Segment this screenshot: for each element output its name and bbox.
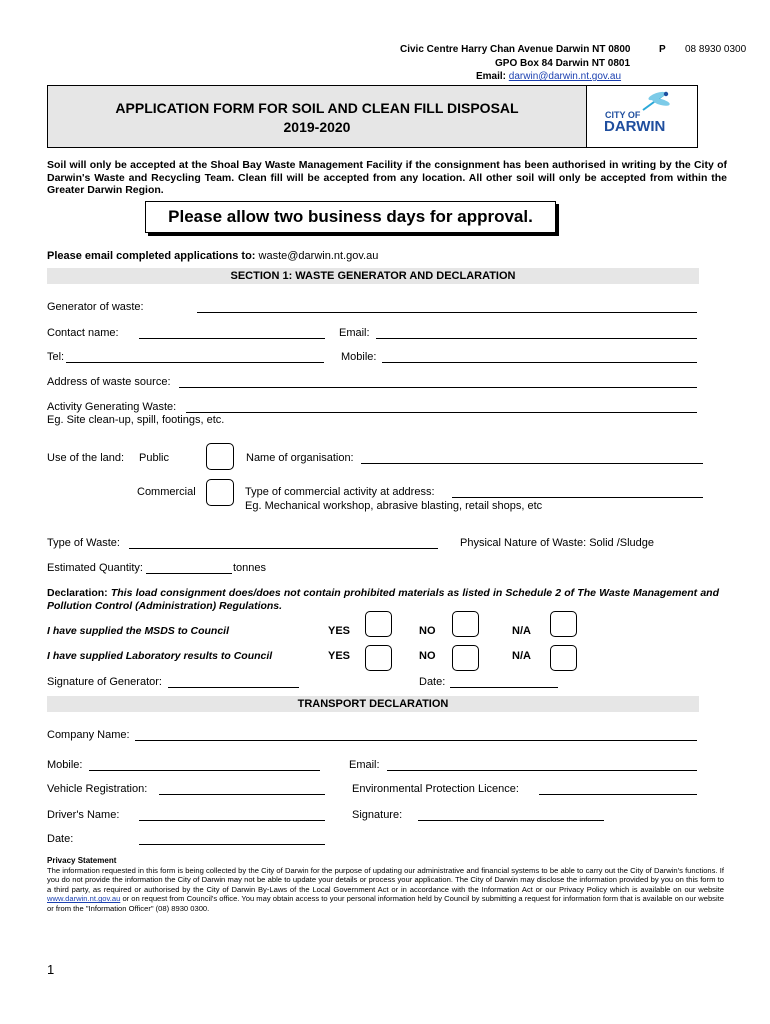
t-signature-field[interactable] bbox=[418, 820, 604, 821]
org-name-field[interactable] bbox=[361, 463, 703, 464]
transport-heading: TRANSPORT DECLARATION bbox=[47, 696, 699, 712]
type-of-waste-label: Type of Waste: bbox=[47, 537, 120, 549]
lab-yes-checkbox[interactable] bbox=[365, 645, 392, 671]
s1-mobile-field[interactable] bbox=[382, 362, 697, 363]
lab-label: I have supplied Laboratory results to Council bbox=[47, 650, 273, 662]
activity-field[interactable] bbox=[186, 412, 697, 413]
section1-heading: SECTION 1: WASTE GENERATOR AND DECLARATION bbox=[47, 268, 699, 284]
commercial-checkbox[interactable] bbox=[206, 479, 234, 506]
commercial-example: Eg. Mechanical workshop, abrasive blasting, retail shops, etc bbox=[245, 500, 543, 512]
tel-label: Tel: bbox=[47, 351, 65, 363]
public-label: Public bbox=[139, 452, 169, 464]
t-date-field[interactable] bbox=[139, 844, 325, 845]
org-name-label: Name of organisation: bbox=[246, 452, 354, 464]
address-label: Address of waste source: bbox=[47, 376, 171, 388]
tel-field[interactable] bbox=[66, 362, 324, 363]
t-date-label: Date: bbox=[47, 833, 74, 845]
physical-nature: Physical Nature of Waste: Solid /Sludge bbox=[460, 537, 655, 549]
gen-signature-field[interactable] bbox=[168, 687, 299, 688]
s1-email-field[interactable] bbox=[376, 338, 697, 339]
gen-date-label: Date: bbox=[419, 676, 446, 688]
s1-mobile-label: Mobile: bbox=[341, 351, 377, 363]
contact-field[interactable] bbox=[139, 338, 325, 339]
tonnes-label: tonnes bbox=[233, 562, 267, 574]
title-line1: APPLICATION FORM FOR SOIL AND CLEAN FILL DISPOSAL bbox=[115, 100, 519, 116]
header-phone-label: P bbox=[659, 44, 666, 55]
lab-na-label: N/A bbox=[512, 650, 531, 662]
msds-label: I have supplied the MSDS to Council bbox=[47, 625, 230, 637]
privacy-text bbox=[47, 866, 724, 913]
logo-city-of: CITY OF bbox=[605, 110, 641, 120]
msds-yes-checkbox[interactable] bbox=[365, 611, 392, 637]
company-field[interactable] bbox=[135, 740, 697, 741]
header-email-row bbox=[476, 71, 621, 82]
msds-na-label: N/A bbox=[512, 625, 531, 637]
logo-box bbox=[585, 85, 698, 148]
email-apps-row bbox=[47, 250, 378, 262]
address-field[interactable] bbox=[179, 387, 697, 388]
t-mobile-field[interactable] bbox=[89, 770, 320, 771]
driver-field[interactable] bbox=[139, 820, 325, 821]
gen-date-field[interactable] bbox=[450, 687, 558, 688]
msds-no-label: NO bbox=[419, 625, 436, 637]
privacy-website-link[interactable]: www.darwin.nt.gov.au bbox=[47, 894, 121, 904]
t-signature-label: Signature: bbox=[352, 809, 403, 821]
commercial-type-label: Type of commercial activity at address: bbox=[245, 486, 435, 498]
s1-email-label: Email: bbox=[339, 327, 370, 339]
gen-signature-label: Signature of Generator: bbox=[47, 676, 162, 688]
header-phone: 08 8930 0300 bbox=[685, 44, 747, 55]
company-label: Company Name: bbox=[47, 729, 130, 741]
type-of-waste-field[interactable] bbox=[129, 548, 438, 549]
intro-text: Soil will only be accepted at the Shoal Bay Waste Management Facility if the consignment has been authorised in writing by the City of Darwin's Waste and Recycling Team. Clean fill will be accepted from any location. All other soil will only be accepted from within the Greater Darwin Region. bbox=[47, 159, 727, 196]
declaration-text: This load consignment does/does not contain prohibited materials as listed in Schedule 2 of The Waste Management and Pollution Control (Administration) Regulations. bbox=[47, 587, 719, 612]
header-email-link[interactable]: darwin@darwin.nt.gov.au bbox=[508, 71, 622, 82]
driver-label: Driver's Name: bbox=[47, 809, 120, 821]
commercial-label: Commercial bbox=[137, 486, 196, 498]
msds-yes-label: YES bbox=[328, 625, 351, 637]
use-of-land-label: Use of the land: bbox=[47, 452, 125, 464]
msds-no-checkbox[interactable] bbox=[452, 611, 479, 637]
public-checkbox[interactable] bbox=[206, 443, 234, 470]
page-number: 1 bbox=[47, 962, 55, 977]
privacy-text-before: The information requested in this form is being collected by the City of Darwin for the purpose of updating our administrative and financial systems to be able to carry out the City of Darwin's functions. If you do not provide the information the City of Darwin may not be able to update your details or process your application. The City of Darwin may disclose the information provided by you on this form to a third party, as required or authorised by the City of Darwin By-Laws of the Local Government Act or in accordance with the Information Act or our Privacy Policy which is available on our website bbox=[47, 866, 724, 894]
header-address: Civic Centre Harry Chan Avenue Darwin NT 0800 bbox=[400, 44, 631, 55]
generator-label: Generator of waste: bbox=[47, 301, 144, 313]
activity-example: Eg. Site clean-up, spill, footings, etc. bbox=[47, 414, 225, 426]
logo-darwin: DARWIN bbox=[604, 118, 666, 135]
header-email-label: Email: bbox=[476, 71, 507, 82]
lab-no-label: NO bbox=[419, 650, 436, 662]
title-line2: 2019-2020 bbox=[283, 119, 351, 135]
email-apps-value: waste@darwin.nt.gov.au bbox=[258, 250, 379, 262]
estimated-qty-field[interactable] bbox=[146, 573, 232, 574]
epl-field[interactable] bbox=[539, 794, 697, 795]
t-email-label: Email: bbox=[349, 759, 380, 771]
header-gpo: GPO Box 84 Darwin NT 0801 bbox=[495, 58, 631, 69]
generator-field[interactable] bbox=[197, 312, 697, 313]
declaration bbox=[47, 587, 719, 613]
contact-label: Contact name: bbox=[47, 327, 119, 339]
estimated-qty-label: Estimated Quantity: bbox=[47, 562, 143, 574]
privacy-heading: Privacy Statement bbox=[47, 856, 117, 865]
t-email-field[interactable] bbox=[387, 770, 697, 771]
vehicle-field[interactable] bbox=[159, 794, 325, 795]
t-mobile-label: Mobile: bbox=[47, 759, 83, 771]
epl-label: Environmental Protection Licence: bbox=[352, 783, 519, 795]
title-box bbox=[47, 85, 587, 148]
lab-yes-label: YES bbox=[328, 650, 351, 662]
lab-no-checkbox[interactable] bbox=[452, 645, 479, 671]
email-apps-label: Please email completed applications to: bbox=[47, 250, 256, 262]
msds-na-checkbox[interactable] bbox=[550, 611, 577, 637]
commercial-type-field[interactable] bbox=[452, 497, 703, 498]
declaration-label: Declaration: bbox=[47, 587, 108, 599]
lab-na-checkbox[interactable] bbox=[550, 645, 577, 671]
approval-notice: Please allow two business days for approval. bbox=[145, 201, 556, 233]
vehicle-label: Vehicle Registration: bbox=[47, 783, 148, 795]
privacy-text-after: or on request from Council's office. You may obtain access to your personal information held by Council by submitting a request for information form that is available on our website or from the "Information Officer" (08) 8930 0300. bbox=[47, 894, 724, 913]
dragonfly-icon bbox=[639, 90, 673, 114]
activity-label: Activity Generating Waste: bbox=[47, 401, 177, 413]
